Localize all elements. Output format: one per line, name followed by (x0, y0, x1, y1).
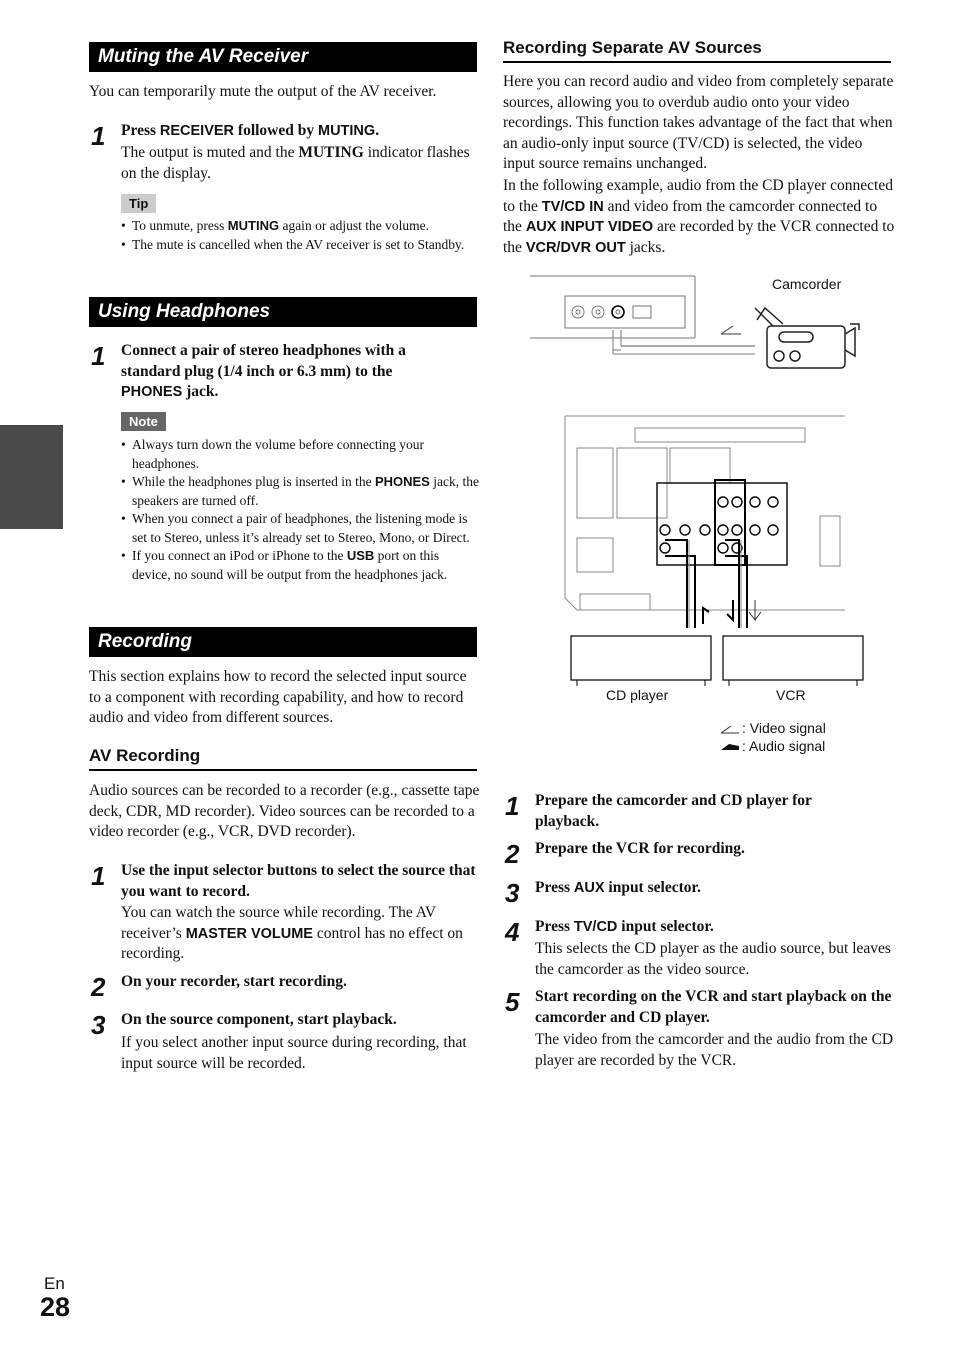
av-step2-title: On your recorder, start recording. (121, 973, 347, 990)
step-number: 4 (505, 917, 520, 947)
separate-step2-title: Prepare the VCR for recording. (535, 840, 745, 857)
separate-step1-title: Prepare the camcorder and CD player for playback. (535, 792, 812, 830)
audio-signal-arrow-icon (721, 744, 739, 750)
step-number: 2 (505, 839, 520, 869)
step-number: 3 (91, 1010, 106, 1040)
separate-step5-title: Start recording on the VCR and start playback on the camcorder and CD player. (535, 988, 892, 1026)
connection-diagram (525, 268, 895, 768)
step-number: 1 (91, 861, 106, 891)
tip-badge: Tip (121, 194, 156, 213)
step-number: 3 (505, 878, 520, 908)
separate-step5-body: The video from the camcorder and the audio from the CD player are recorded by the VCR. (535, 1031, 894, 1069)
step-number: 1 (91, 341, 106, 371)
diagram-illustration (525, 268, 895, 768)
separate-step3-title: Press AUX input selector. (535, 879, 701, 896)
recording-intro: This section explains how to record the selected input source to a component with recording capability, and how to record audio and video from different sources. (89, 668, 467, 726)
list-item: • If you connect an iPod or iPhone to the USB port on this device, no sound will be output from the headphones jack. (121, 547, 479, 584)
muting-intro: You can temporarily mute the output of the AV receiver. (89, 83, 437, 100)
note-badge: Note (121, 412, 166, 431)
list-item: • To unmute, press MUTING again or adjust the volume. (121, 217, 477, 236)
separate-step4-body: This selects the CD player as the audio source, but leaves the camcorder as the video source. (535, 940, 891, 978)
step-number: 1 (91, 121, 106, 151)
vcr-label: VCR (776, 687, 806, 703)
legend-video: : Video signal (742, 720, 826, 736)
av-step3-body: If you select another input source during recording, that input source will be recorded. (121, 1034, 467, 1072)
vcr-box (723, 636, 863, 680)
legend-audio: : Audio signal (742, 738, 826, 754)
camcorder-icon (755, 308, 859, 368)
step-number: 2 (91, 972, 106, 1002)
headphones-step-title: Connect a pair of stereo headphones with a standard plug (1/4 inch or 6.3 mm) to the PHONES jack. (121, 342, 406, 400)
section-title-muting (89, 42, 477, 72)
av-recording-intro: Audio sources can be recorded to a recorder (e.g., cassette tape deck, CDR, MD recorder). Video sources can be recorded to a video recorder (e.g., VCR, DVD recorder). (89, 782, 480, 840)
camcorder-label: Camcorder (772, 276, 842, 292)
receiver-rear-panel (565, 416, 845, 610)
list-item: • While the headphones plug is inserted in the PHONES jack, the speakers are turned off. (121, 473, 479, 510)
separate-para2: In the following example, audio from the CD player connected to the TV/CD IN and video from the camcorder connected to the AUX INPUT VIDEO are recorded by the VCR connected to the VCR/DVR OUT jacks. (503, 177, 895, 256)
separate-heading: Recording Separate AV Sources (503, 38, 891, 63)
cd-player-box (571, 636, 711, 680)
rear-jack-panel (657, 480, 787, 565)
section-title-text: Recording (98, 631, 192, 652)
section-title-headphones (89, 297, 477, 327)
list-item: • The mute is cancelled when the AV receiver is set to Standby. (121, 236, 477, 255)
av-recording-heading: AV Recording (89, 746, 477, 771)
section-title-text: Using Headphones (98, 301, 271, 322)
tip-list (121, 217, 477, 254)
receiver-front-panel (530, 276, 695, 354)
av-step1-body: You can watch the source while recording. The AV receiver’s MASTER VOLUME control has no effect on recording. (121, 904, 463, 962)
page-number: 28 (40, 1292, 71, 1322)
list-item: • When you connect a pair of headphones, the listening mode is set to Stereo, unless it’s already set to Stereo, Mono, or Direct. (121, 510, 479, 547)
list-item: • Always turn down the volume before connecting your headphones. (121, 436, 479, 473)
page-language: En (44, 1274, 65, 1293)
note-list (121, 436, 479, 584)
step-number: 5 (505, 987, 520, 1017)
separate-para1: Here you can record audio and video from completely separate sources, allowing you to overdub audio onto your video recordings. This function takes advantage of the fact that when an audio-only input source (TV/CD) is selected, the video input source remains unchanged. (503, 73, 894, 172)
muting-step-title: Press RECEIVER followed by MUTING. (121, 122, 380, 139)
av-step1-title: Use the input selector buttons to select the source that you want to record. (121, 862, 476, 900)
section-title-text: Muting the AV Receiver (98, 46, 309, 67)
section-title-recording (89, 627, 477, 657)
muting-step-body: The output is muted and the MUTING indicator flashes on the display. (121, 144, 470, 182)
av-step3-title: On the source component, start playback. (121, 1011, 397, 1028)
cd-player-label: CD player (606, 687, 669, 703)
step-number: 1 (505, 791, 520, 821)
separate-step4-title: Press TV/CD input selector. (535, 918, 714, 935)
video-signal-arrow-icon (721, 726, 739, 733)
chapter-side-tab (0, 425, 63, 529)
